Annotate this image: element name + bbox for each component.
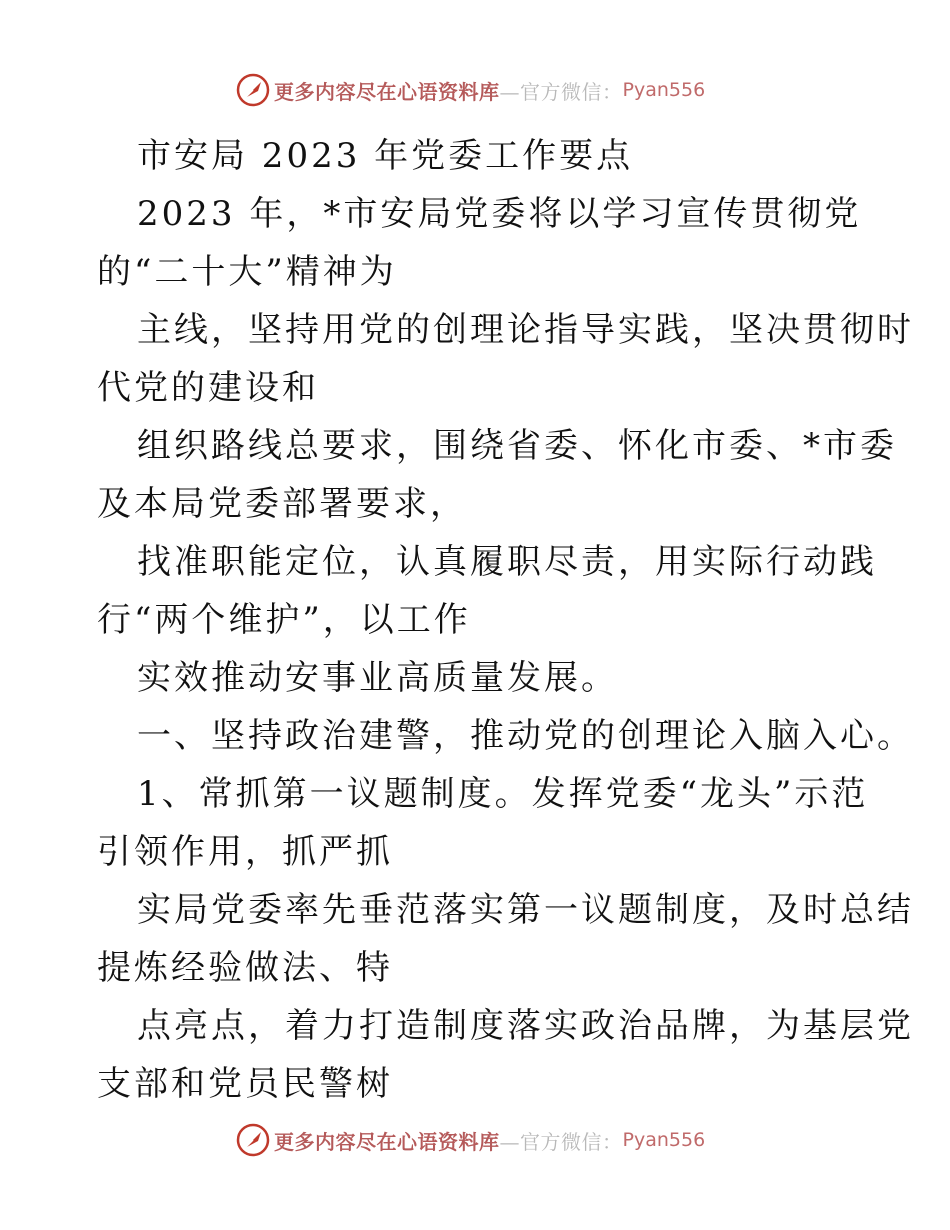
- paragraph-line: 1、常抓第一议题制度。发挥党委“龙头”示范: [137, 774, 869, 814]
- document-title: 市安局 2023 年党委工作要点: [137, 136, 634, 176]
- paragraph-line: 提炼经验做法、特: [97, 948, 393, 988]
- watermark-dash-text: —官方微信：: [499, 79, 623, 104]
- watermark-wechat-id: Pyan556: [622, 1129, 706, 1151]
- watermark-wechat-id: Pyan556: [622, 79, 706, 101]
- watermark-dash-text: —官方微信：: [499, 1129, 623, 1154]
- paragraph-line: 主线，坚持用党的创理论指导实践，坚决贯彻时: [137, 310, 914, 350]
- paragraph-line: 行“两个维护”，以工作: [97, 600, 471, 640]
- footer-watermark: [236, 1122, 705, 1158]
- header-watermark: [236, 72, 705, 108]
- paragraph-line: 代党的建设和: [97, 368, 319, 408]
- watermark-site-text: 更多内容尽在心语资料库: [274, 1129, 500, 1154]
- paragraph-line: 实局党委率先垂范落实第一议题制度，及时总结: [137, 890, 914, 930]
- paragraph-line: 2023 年，*市安局党委将以学习宣传贯彻党: [137, 194, 862, 234]
- paragraph-line: 的“二十大”精神为: [97, 252, 397, 292]
- paragraph-line: 引领作用，抓严抓: [97, 832, 393, 872]
- paragraph-line: 及本局党委部署要求，: [97, 484, 467, 524]
- paragraph-line: 实效推动安事业高质量发展。: [137, 658, 618, 698]
- watermark-site-text: 更多内容尽在心语资料库: [274, 79, 500, 104]
- paragraph-line: 找准职能定位，认真履职尽责，用实际行动践: [137, 542, 877, 582]
- paragraph-line: 支部和党员民警树: [97, 1064, 393, 1104]
- section-heading: 一、坚持政治建警，推动党的创理论入脑入心。: [137, 716, 914, 756]
- paragraph-line: 点亮点，着力打造制度落实政治品牌，为基层党: [137, 1006, 914, 1046]
- paragraph-line: 组织路线总要求，围绕省委、怀化市委、*市委: [137, 426, 897, 466]
- quill-logo-icon: [236, 1123, 270, 1157]
- quill-logo-icon: [236, 73, 270, 107]
